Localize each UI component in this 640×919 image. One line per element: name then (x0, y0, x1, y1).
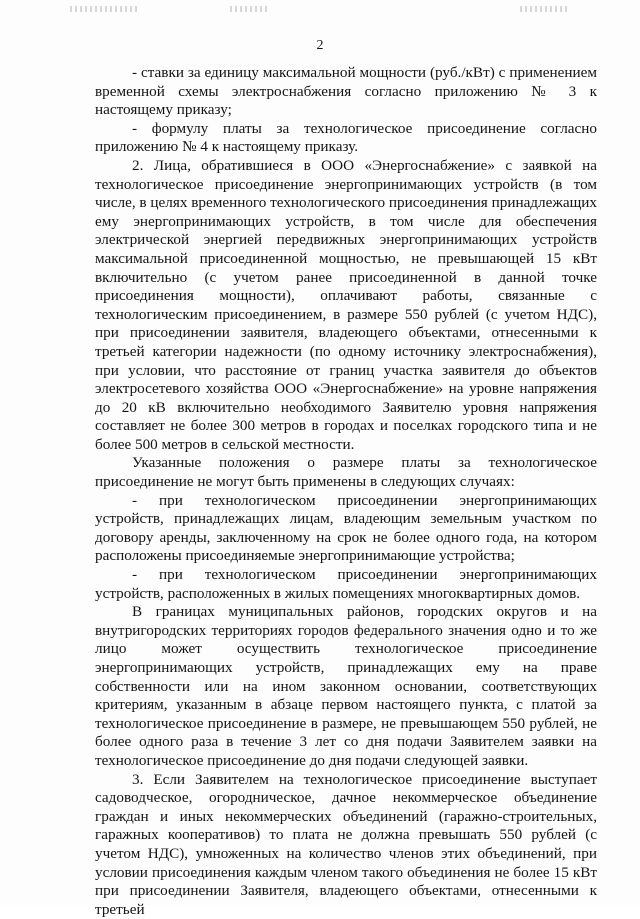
paragraph-exception-lease: - при технологическом присоединении энергопринимающих устройств, принадлежащих лицам, владеющим земельным участком по договору аренды, заключенному на срок не более одного года, на котором расположены присоединяемые энергопринимающие устройства; (95, 491, 597, 565)
paragraph-municipal-limits: В границах муниципальных районов, городских округов и на внутригородских территориях городов федерального значения одно и то же лицо может осуществить технологическое присоединение энергопринимающих устройств, принадлежащих ему на праве собственности или на ином законном основании, соответствующих критериям, указанным в абзаце первом настоящего пункта, с платой за технологическое присоединение в размере, не превышающем 550 рублей, не более одного раза в течение 3 лет со дня подачи Заявителем заявки на технологическое присоединение до дня подачи следующей заявки. (95, 603, 597, 769)
document-body (95, 64, 597, 919)
paragraph-item-2: 2. Лица, обратившиеся в ООО «Энергоснабжение» с заявкой на технологическое присоединение энергопринимающих устройств (в том числе, в целях временного технологического присоединения принадлежащих ему энергопринимающих устройств, в том числе для обеспечения электрической энергией передвижных энергопринимающих устройств максимальной присоединенной мощностью, не превышающей 15 кВт включительно (с учетом ранее присоединенной в данной точке присоединения мощности), оплачивают работы, связанные с технологическим присоединением, в размере 550 рублей (с учетом НДС), при присоединении заявителя, владеющего объектами, отнесенными к третьей категории надежности (по одному источнику электроснабжения), при условии, что расстояние от границ участка заявителя до объектов электросетевого хозяйства ООО «Энергоснабжение» на уровне напряжения до 20 кВ включительно необходимого Заявителю уровня напряжения составляет не более 300 метров в городах и поселках городского типа и не более 500 метров в сельской местности. (95, 156, 598, 453)
paragraph-item-3: 3. Если Заявителем на технологическое присоединение выступает садоводческое, огородническое, дачное некоммерческое объединение граждан и иных некоммерческих объединений (гаражно-строительных, гаражных кооперативов) то плата не должна превышать 550 рублей (с учетом НДС), умноженных на количество членов этих объединений, при условии присоединения каждым членом такого объединения не более 15 кВт при присоединении Заявителя, владеющего объектами, отнесенными к третьей (95, 770, 597, 918)
scan-artifact (230, 6, 270, 12)
paragraph-exception-apartments: - при технологическом присоединении энергопринимающих устройств, расположенных в жилых помещениях многоквартирных домов. (95, 566, 597, 602)
scan-artifact (70, 6, 140, 12)
paragraph-exceptions-intro: Указанные положения о размере платы за технологическое присоединение не могут быть применены в следующих случаях: (95, 454, 597, 491)
scan-artifact (520, 6, 570, 12)
page-number: 2 (316, 38, 324, 53)
paragraph-rate-per-kw: - ставки за единицу максимальной мощности (руб./кВт) с применением временной схемы электроснабжения согласно приложению № 3 к настоящему приказу; (95, 64, 597, 119)
paragraph-fee-formula: - формулу платы за технологическое присоединение согласно приложению № 4 к настоящему приказу. (95, 119, 597, 156)
